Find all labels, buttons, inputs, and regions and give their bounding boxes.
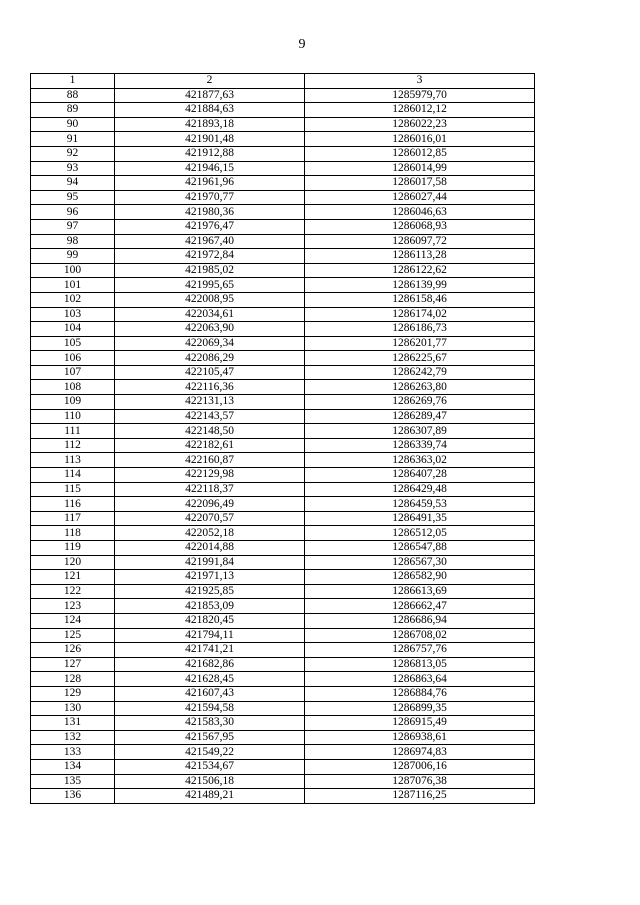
y-coordinate-cell: 1286491,35	[305, 511, 535, 526]
table-row	[31, 599, 535, 614]
point-number-cell: 109	[31, 395, 115, 410]
y-coordinate-cell: 1286174,02	[305, 307, 535, 322]
table-row	[31, 657, 535, 672]
y-coordinate-cell: 1286686,94	[305, 613, 535, 628]
point-number-cell: 106	[31, 351, 115, 366]
point-number-cell: 131	[31, 716, 115, 731]
y-coordinate-cell: 1286547,88	[305, 541, 535, 556]
point-number-cell: 102	[31, 292, 115, 307]
x-coordinate-cell: 422160,87	[115, 453, 305, 468]
point-number-cell: 92	[31, 146, 115, 161]
y-coordinate-cell: 1286289,47	[305, 409, 535, 424]
point-number-cell: 118	[31, 526, 115, 541]
table-row	[31, 453, 535, 468]
x-coordinate-cell: 421489,21	[115, 789, 305, 804]
page-number: 9	[298, 37, 306, 52]
y-coordinate-cell: 1286046,63	[305, 205, 535, 220]
x-coordinate-cell: 422148,50	[115, 424, 305, 439]
point-number-cell: 129	[31, 686, 115, 701]
point-number-cell: 95	[31, 190, 115, 205]
point-number-cell: 88	[31, 88, 115, 103]
y-coordinate-cell: 1286708,02	[305, 628, 535, 643]
point-number-cell: 115	[31, 482, 115, 497]
point-number-cell: 97	[31, 219, 115, 234]
y-coordinate-cell: 1286269,76	[305, 395, 535, 410]
table-row	[31, 468, 535, 483]
point-number-cell: 135	[31, 774, 115, 789]
x-coordinate-cell: 422063,90	[115, 322, 305, 337]
point-number-cell: 123	[31, 599, 115, 614]
x-coordinate-cell: 421980,36	[115, 205, 305, 220]
table-row	[31, 365, 535, 380]
y-coordinate-cell: 1286012,12	[305, 103, 535, 118]
x-coordinate-cell: 421607,43	[115, 686, 305, 701]
y-coordinate-cell: 1286899,35	[305, 701, 535, 716]
y-coordinate-cell: 1286339,74	[305, 438, 535, 453]
coordinates-table	[30, 73, 535, 804]
point-number-cell: 126	[31, 643, 115, 658]
x-coordinate-cell: 421893,18	[115, 117, 305, 132]
point-number-cell: 108	[31, 380, 115, 395]
y-coordinate-cell: 1287006,16	[305, 759, 535, 774]
point-number-cell: 133	[31, 745, 115, 760]
table-row	[31, 541, 535, 556]
column-header-number: 1	[31, 74, 115, 89]
point-number-cell: 113	[31, 453, 115, 468]
y-coordinate-cell: 1286459,53	[305, 497, 535, 512]
x-coordinate-cell: 422129,98	[115, 468, 305, 483]
table-row	[31, 336, 535, 351]
x-coordinate-cell: 422034,61	[115, 307, 305, 322]
point-number-cell: 103	[31, 307, 115, 322]
y-coordinate-cell: 1286012,85	[305, 146, 535, 161]
x-coordinate-cell: 421853,09	[115, 599, 305, 614]
y-coordinate-cell: 1287076,38	[305, 774, 535, 789]
x-coordinate-cell: 422096,49	[115, 497, 305, 512]
table-row	[31, 146, 535, 161]
point-number-cell: 104	[31, 322, 115, 337]
point-number-cell: 91	[31, 132, 115, 147]
column-header-x: 2	[115, 74, 305, 89]
y-coordinate-cell: 1286915,49	[305, 716, 535, 731]
table-row	[31, 497, 535, 512]
y-coordinate-cell: 1286863,64	[305, 672, 535, 687]
x-coordinate-cell: 421967,40	[115, 234, 305, 249]
point-number-cell: 124	[31, 613, 115, 628]
table-row	[31, 613, 535, 628]
table-row	[31, 789, 535, 804]
x-coordinate-cell: 421884,63	[115, 103, 305, 118]
table-row	[31, 701, 535, 716]
x-coordinate-cell: 421506,18	[115, 774, 305, 789]
x-coordinate-cell: 421741,21	[115, 643, 305, 658]
table-row	[31, 686, 535, 701]
table-row	[31, 219, 535, 234]
table-row	[31, 263, 535, 278]
y-coordinate-cell: 1286014,99	[305, 161, 535, 176]
table-row	[31, 395, 535, 410]
point-number-cell: 125	[31, 628, 115, 643]
point-number-cell: 120	[31, 555, 115, 570]
table-row	[31, 424, 535, 439]
point-number-cell: 136	[31, 789, 115, 804]
table-row	[31, 88, 535, 103]
table-header-row	[31, 74, 535, 89]
table-row	[31, 351, 535, 366]
table-row	[31, 322, 535, 337]
y-coordinate-cell: 1286022,23	[305, 117, 535, 132]
y-coordinate-cell: 1286429,48	[305, 482, 535, 497]
point-number-cell: 130	[31, 701, 115, 716]
table-row	[31, 380, 535, 395]
point-number-cell: 110	[31, 409, 115, 424]
point-number-cell: 100	[31, 263, 115, 278]
point-number-cell: 101	[31, 278, 115, 293]
y-coordinate-cell: 1286068,93	[305, 219, 535, 234]
point-number-cell: 119	[31, 541, 115, 556]
table-row	[31, 570, 535, 585]
y-coordinate-cell: 1285979,70	[305, 88, 535, 103]
column-header-y: 3	[305, 74, 535, 89]
point-number-cell: 111	[31, 424, 115, 439]
point-number-cell: 127	[31, 657, 115, 672]
x-coordinate-cell: 422008,95	[115, 292, 305, 307]
x-coordinate-cell: 421985,02	[115, 263, 305, 278]
y-coordinate-cell: 1286662,47	[305, 599, 535, 614]
x-coordinate-cell: 421912,88	[115, 146, 305, 161]
table-row	[31, 278, 535, 293]
y-coordinate-cell: 1286201,77	[305, 336, 535, 351]
x-coordinate-cell: 421901,48	[115, 132, 305, 147]
x-coordinate-cell: 421567,95	[115, 730, 305, 745]
table-row	[31, 745, 535, 760]
table-row	[31, 672, 535, 687]
point-number-cell: 98	[31, 234, 115, 249]
table-row	[31, 555, 535, 570]
table-row	[31, 205, 535, 220]
x-coordinate-cell: 421961,96	[115, 176, 305, 191]
y-coordinate-cell: 1286225,67	[305, 351, 535, 366]
point-number-cell: 112	[31, 438, 115, 453]
y-coordinate-cell: 1286017,58	[305, 176, 535, 191]
x-coordinate-cell: 422069,34	[115, 336, 305, 351]
y-coordinate-cell: 1286016,01	[305, 132, 535, 147]
point-number-cell: 107	[31, 365, 115, 380]
y-coordinate-cell: 1286757,76	[305, 643, 535, 658]
y-coordinate-cell: 1286884,76	[305, 686, 535, 701]
table-row	[31, 482, 535, 497]
x-coordinate-cell: 421995,65	[115, 278, 305, 293]
x-coordinate-cell: 422070,57	[115, 511, 305, 526]
table-row	[31, 438, 535, 453]
table-row	[31, 730, 535, 745]
y-coordinate-cell: 1286186,73	[305, 322, 535, 337]
table-row	[31, 774, 535, 789]
x-coordinate-cell: 421794,11	[115, 628, 305, 643]
x-coordinate-cell: 421628,45	[115, 672, 305, 687]
x-coordinate-cell: 421946,15	[115, 161, 305, 176]
point-number-cell: 90	[31, 117, 115, 132]
y-coordinate-cell: 1286567,30	[305, 555, 535, 570]
x-coordinate-cell: 421991,84	[115, 555, 305, 570]
x-coordinate-cell: 422116,36	[115, 380, 305, 395]
y-coordinate-cell: 1286242,79	[305, 365, 535, 380]
y-coordinate-cell: 1286613,69	[305, 584, 535, 599]
y-coordinate-cell: 1286263,80	[305, 380, 535, 395]
x-coordinate-cell: 422131,13	[115, 395, 305, 410]
y-coordinate-cell: 1286407,28	[305, 468, 535, 483]
table-row	[31, 103, 535, 118]
x-coordinate-cell: 421972,84	[115, 249, 305, 264]
y-coordinate-cell: 1286158,46	[305, 292, 535, 307]
table-row	[31, 190, 535, 205]
point-number-cell: 114	[31, 468, 115, 483]
table-row	[31, 132, 535, 147]
y-coordinate-cell: 1286307,89	[305, 424, 535, 439]
table-row	[31, 584, 535, 599]
point-number-cell: 94	[31, 176, 115, 191]
table-row	[31, 307, 535, 322]
y-coordinate-cell: 1286122,62	[305, 263, 535, 278]
table-row	[31, 161, 535, 176]
x-coordinate-cell: 421925,85	[115, 584, 305, 599]
x-coordinate-cell: 422143,57	[115, 409, 305, 424]
y-coordinate-cell: 1287116,25	[305, 789, 535, 804]
table-body	[31, 88, 535, 803]
x-coordinate-cell: 422105,47	[115, 365, 305, 380]
x-coordinate-cell: 422118,37	[115, 482, 305, 497]
y-coordinate-cell: 1286974,83	[305, 745, 535, 760]
table-row	[31, 759, 535, 774]
table-row	[31, 409, 535, 424]
y-coordinate-cell: 1286813,05	[305, 657, 535, 672]
x-coordinate-cell: 421976,47	[115, 219, 305, 234]
x-coordinate-cell: 422086,29	[115, 351, 305, 366]
x-coordinate-cell: 421534,67	[115, 759, 305, 774]
x-coordinate-cell: 421583,30	[115, 716, 305, 731]
x-coordinate-cell: 421549,22	[115, 745, 305, 760]
x-coordinate-cell: 421877,63	[115, 88, 305, 103]
point-number-cell: 132	[31, 730, 115, 745]
x-coordinate-cell: 421820,45	[115, 613, 305, 628]
table-row	[31, 176, 535, 191]
point-number-cell: 89	[31, 103, 115, 118]
point-number-cell: 99	[31, 249, 115, 264]
point-number-cell: 128	[31, 672, 115, 687]
x-coordinate-cell: 421970,77	[115, 190, 305, 205]
point-number-cell: 122	[31, 584, 115, 599]
x-coordinate-cell: 422014,88	[115, 541, 305, 556]
table-row	[31, 716, 535, 731]
table-row	[31, 526, 535, 541]
table-row	[31, 511, 535, 526]
point-number-cell: 105	[31, 336, 115, 351]
table-row	[31, 117, 535, 132]
point-number-cell: 134	[31, 759, 115, 774]
point-number-cell: 93	[31, 161, 115, 176]
y-coordinate-cell: 1286113,28	[305, 249, 535, 264]
table-row	[31, 292, 535, 307]
point-number-cell: 116	[31, 497, 115, 512]
table-row	[31, 234, 535, 249]
y-coordinate-cell: 1286582,90	[305, 570, 535, 585]
point-number-cell: 121	[31, 570, 115, 585]
y-coordinate-cell: 1286027,44	[305, 190, 535, 205]
table-row	[31, 249, 535, 264]
x-coordinate-cell: 421971,13	[115, 570, 305, 585]
table-row	[31, 643, 535, 658]
table-row	[31, 628, 535, 643]
y-coordinate-cell: 1286512,05	[305, 526, 535, 541]
x-coordinate-cell: 421682,86	[115, 657, 305, 672]
x-coordinate-cell: 421594,58	[115, 701, 305, 716]
point-number-cell: 96	[31, 205, 115, 220]
x-coordinate-cell: 422182,61	[115, 438, 305, 453]
y-coordinate-cell: 1286097,72	[305, 234, 535, 249]
y-coordinate-cell: 1286139,99	[305, 278, 535, 293]
point-number-cell: 117	[31, 511, 115, 526]
x-coordinate-cell: 422052,18	[115, 526, 305, 541]
y-coordinate-cell: 1286363,02	[305, 453, 535, 468]
y-coordinate-cell: 1286938,61	[305, 730, 535, 745]
